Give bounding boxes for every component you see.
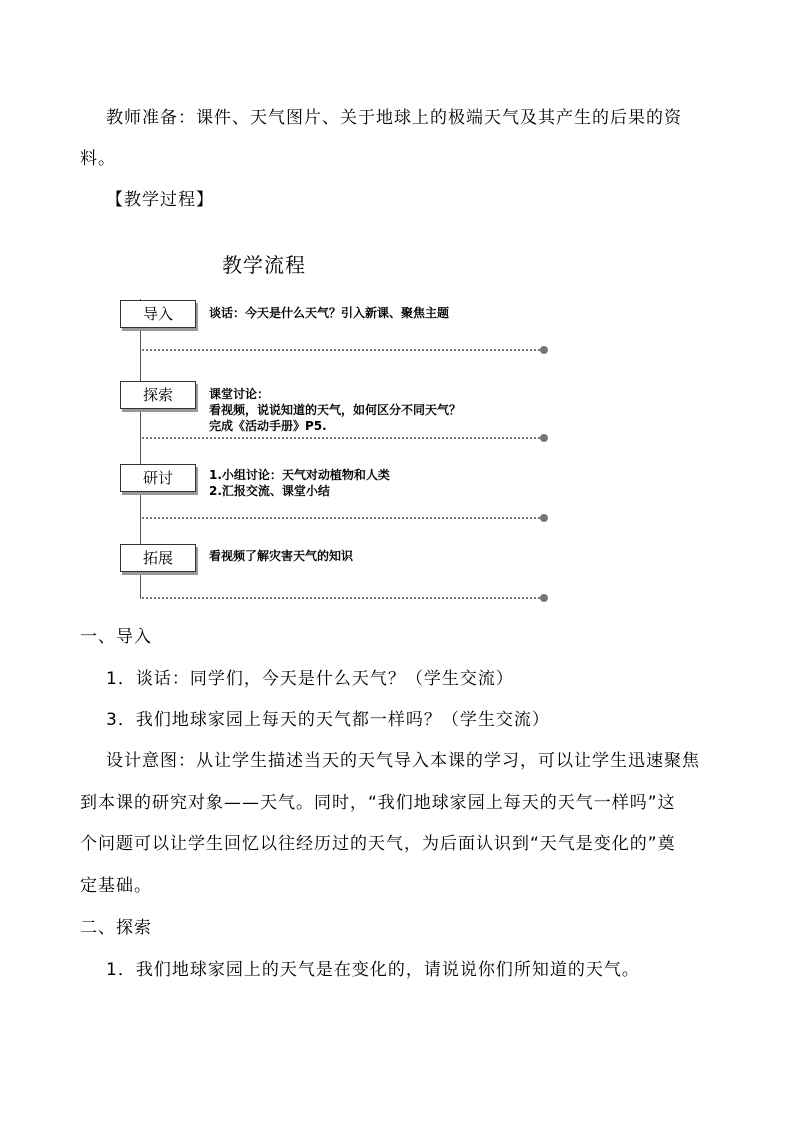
stage-desc-line: 课堂讨论：: [209, 387, 270, 401]
section-heading-intro: 一、导入: [80, 627, 152, 647]
design-intent-line: 设计意图：从让学生描述当天的天气导入本课的学习，可以让学生迅速聚焦: [106, 751, 700, 771]
stage-desc-line: 2.汇报交流、课堂小结: [209, 484, 330, 498]
divider-dot: [540, 434, 548, 442]
design-intent-line: 到本课的研究对象——天气。同时，“我们地球家园上每天的天气一样吗”这: [80, 793, 676, 813]
teacher-prep-line: 教师准备：课件、天气图片、关于地球上的极端天气及其产生的后果的资: [106, 108, 682, 128]
design-intent-line: 定基础。: [80, 876, 152, 896]
intro-item-1: 1．谈话：同学们，今天是什么天气？（学生交流）: [106, 669, 514, 689]
intro-item-3: 3．我们地球家园上每天的天气都一样吗？（学生交流）: [106, 710, 550, 730]
stage-desc-line: 1.小组讨论：天气对动植物和人类: [209, 468, 390, 482]
stage-desc-line: 谈话：今天是什么天气？引入新课、聚焦主题: [209, 306, 450, 320]
stage-desc-explore: [209, 386, 461, 434]
teacher-prep-line-cont: 料。: [80, 149, 116, 169]
divider-dot: [540, 514, 548, 522]
process-heading: 【教学过程】: [106, 190, 214, 210]
stage-desc-line: 完成《活动手册》P5.: [209, 419, 327, 433]
stage-box-intro: 导入: [120, 300, 196, 328]
stage-box-discuss: 研讨: [120, 464, 196, 492]
explore-item-1: 1．我们地球家园上的天气是在变化的，请说说你们所知道的天气。: [106, 960, 640, 980]
dotted-divider: [142, 437, 544, 439]
dotted-divider: [142, 349, 544, 351]
stage-desc-discuss: [209, 467, 390, 499]
flowchart-title: 教学流程: [222, 253, 306, 277]
stage-box-explore: 探索: [120, 381, 196, 409]
stage-box-extend: 拓展: [120, 544, 196, 572]
dotted-divider: [142, 517, 544, 519]
stage-desc-line: 看视频，说说知道的天气，如何区分不同天气？: [209, 403, 462, 417]
divider-dot: [540, 594, 548, 602]
section-heading-explore: 二、探索: [80, 918, 152, 938]
stage-desc-line: 看视频了解灾害天气的知识: [209, 549, 354, 563]
dotted-divider: [142, 597, 544, 599]
stage-desc-intro: [209, 305, 449, 321]
stage-desc-extend: [209, 548, 353, 564]
design-intent-line: 个问题可以让学生回忆以往经历过的天气，为后面认识到“天气是变化的”奠: [80, 834, 676, 854]
divider-dot: [540, 346, 548, 354]
